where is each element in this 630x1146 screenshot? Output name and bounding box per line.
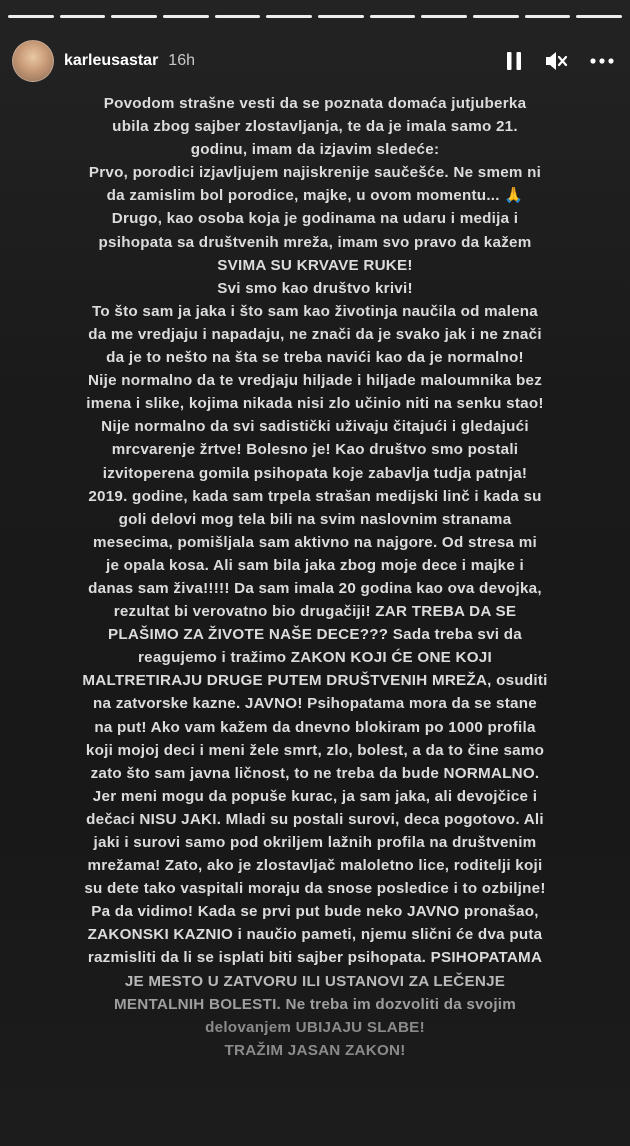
progress-segment — [60, 15, 106, 18]
story-text-line: mesecima, pomišljala sam aktivno na najgore. Od stresa mi — [93, 533, 537, 551]
story-text-line: dečaci NISU JAKI. Mladi su postali surovi, deca pogotovo. Ali — [86, 810, 544, 828]
story-text-line: TRAŽIM JASAN ZAKON! — [224, 1041, 406, 1059]
progress-segment — [8, 15, 54, 18]
avatar[interactable] — [12, 40, 54, 82]
progress-segment — [266, 15, 312, 18]
story-text — [14, 92, 616, 1062]
story-text-line: MENTALNIH BOLESTI. Ne treba im dozvoliti da svojim — [113, 995, 517, 1013]
story-text-line: zato što sam javna ličnost, to ne treba da bude NORMALNO. — [90, 764, 540, 782]
story-text-line: danas sam živa!!!!! Da sam imala 20 godina kao ova devojka, — [88, 579, 542, 597]
story-text-line: na zatvorske kazne. JAVNO! Psihopatama mora da se stane — [93, 695, 537, 713]
story-text-line: imena i slike, kojima nikada nisi zlo učinio niti na senku stao! — [86, 395, 544, 413]
story-text-line: delovanjem UBIJAJU SLABE! — [205, 1018, 425, 1036]
story-text-line: izvitoperena gomila psihopata koje zabavlja tudja patnja! — [102, 464, 528, 482]
story-text-line: ZAKONSKI KAZNIO i naučio pameti, njemu slični će dva puta — [87, 926, 543, 944]
story-text-line: Nije normalno da te vredjaju hiljade i hiljade maloumnika bez — [87, 372, 543, 390]
story-progress-bar — [8, 15, 622, 18]
progress-segment — [473, 15, 519, 18]
progress-segment — [111, 15, 157, 18]
story-text-line: Povodom strašne vesti da se poznata domaća jutjuberka — [103, 95, 527, 112]
story-controls — [506, 50, 618, 72]
progress-segment — [576, 15, 622, 18]
story-text-line: Pa da vidimo! Kada se prvi put bude neko JAVNO pronašao, — [91, 903, 539, 921]
pause-icon[interactable] — [506, 51, 522, 71]
story-text-line: mrežama! Zato, ako je zlostavljač maloletno lice, roditelji koji — [87, 857, 543, 875]
story-text-line: Prvo, porodici izjavljujem najiskrenije saučešće. Ne smem ni — [88, 164, 542, 182]
post-time: 16h — [168, 52, 195, 69]
story-text-line: da je to nešto na šta se treba navići kao da je normalno! — [106, 349, 524, 367]
story-text-line: ubila zbog sajber zlostavljanja, te da je imala samo 21. — [112, 118, 518, 136]
story-text-line: rezultat bi verovatno bio drugačiji! ZAR TREBA DA SE — [113, 603, 517, 621]
story-text-line: Drugo, kao osoba koja je godinama na udaru i medija i — [111, 210, 519, 228]
story-text-line: koji mojoj deci i meni žele smrt, zlo, bolest, a da to čine samo — [85, 741, 545, 759]
story-text-line: PLAŠIMO ZA ŽIVOTE NAŠE DECE??? Sada treba svi da — [108, 626, 522, 644]
story-text-line: goli delovi mog tela bili na svim naslovnim stranama — [118, 510, 512, 528]
progress-segment — [163, 15, 209, 18]
story-text-line: su dete tako vaspitali moraju da snose posledice i to ozbiljne! — [84, 880, 546, 898]
story-text-line: Jer meni mogu da popuše kurac, ja sam jaka, ali devojčice i — [92, 787, 538, 805]
more-options-icon[interactable] — [590, 58, 614, 64]
story-text-line: Svi smo kao društvo krivi! — [217, 279, 413, 297]
story-header — [12, 38, 618, 84]
story-text-line: godinu, imam da izjavim sledeće: — [190, 141, 440, 159]
story-text-line: je opala kosa. Ali sam bila jaka zbog moje dece i majke i — [105, 556, 524, 574]
story-text-line: na put! Ako vam kažem da dnevno blokiram po 1000 profila — [94, 718, 536, 736]
progress-segment — [215, 15, 261, 18]
story-text-line: MALTRETIRAJU DRUGE PUTEM DRUŠTVENIH MREŽA, osuditi — [82, 672, 548, 690]
story-text-line: jaki i surovi samo pod okriljem lažnih profila na društvenim — [93, 834, 537, 851]
progress-segment — [318, 15, 364, 18]
progress-segment — [370, 15, 416, 18]
progress-segment — [525, 15, 571, 18]
story-text-line: da me vredjaju i napadaju, ne znači da je svako jak i ne znači — [88, 325, 542, 343]
story-text-line: JE MESTO U ZATVORU ILI USTANOVI ZA LEČENJE — [124, 972, 506, 990]
story-text-line: da zamislim bol porodice, majke, u ovom momentu... 🙏 — [106, 187, 524, 205]
story-text-line: psihopata sa društvenih mreža, imam svo pravo da kažem — [98, 233, 532, 251]
story-text-line: razmisliti da li se isplati biti sajber psihopata. PSIHOPATAMA — [87, 949, 543, 967]
speaker-muted-icon[interactable] — [544, 50, 568, 72]
story-text-line: 2019. godine, kada sam trpela strašan medijski linč i kada su — [88, 487, 542, 505]
story-text-line: reagujemo i tražimo ZAKON KOJI ĆE ONE KOJI — [138, 649, 492, 667]
story-text-line: Nije normalno da svi sadistički uživaju čitajući i gledajući — [101, 418, 529, 436]
story-text-line: To što sam ja jaka i što sam kao životinja naučila od malena — [91, 302, 539, 320]
username[interactable]: karleusastar — [64, 52, 159, 69]
story-text-line: mrcvarenje žrtve! Bolesno je! Kao društvo smo postali — [111, 441, 519, 459]
story-text-line: SVIMA SU KRVAVE RUKE! — [217, 256, 413, 274]
progress-segment — [421, 15, 467, 18]
